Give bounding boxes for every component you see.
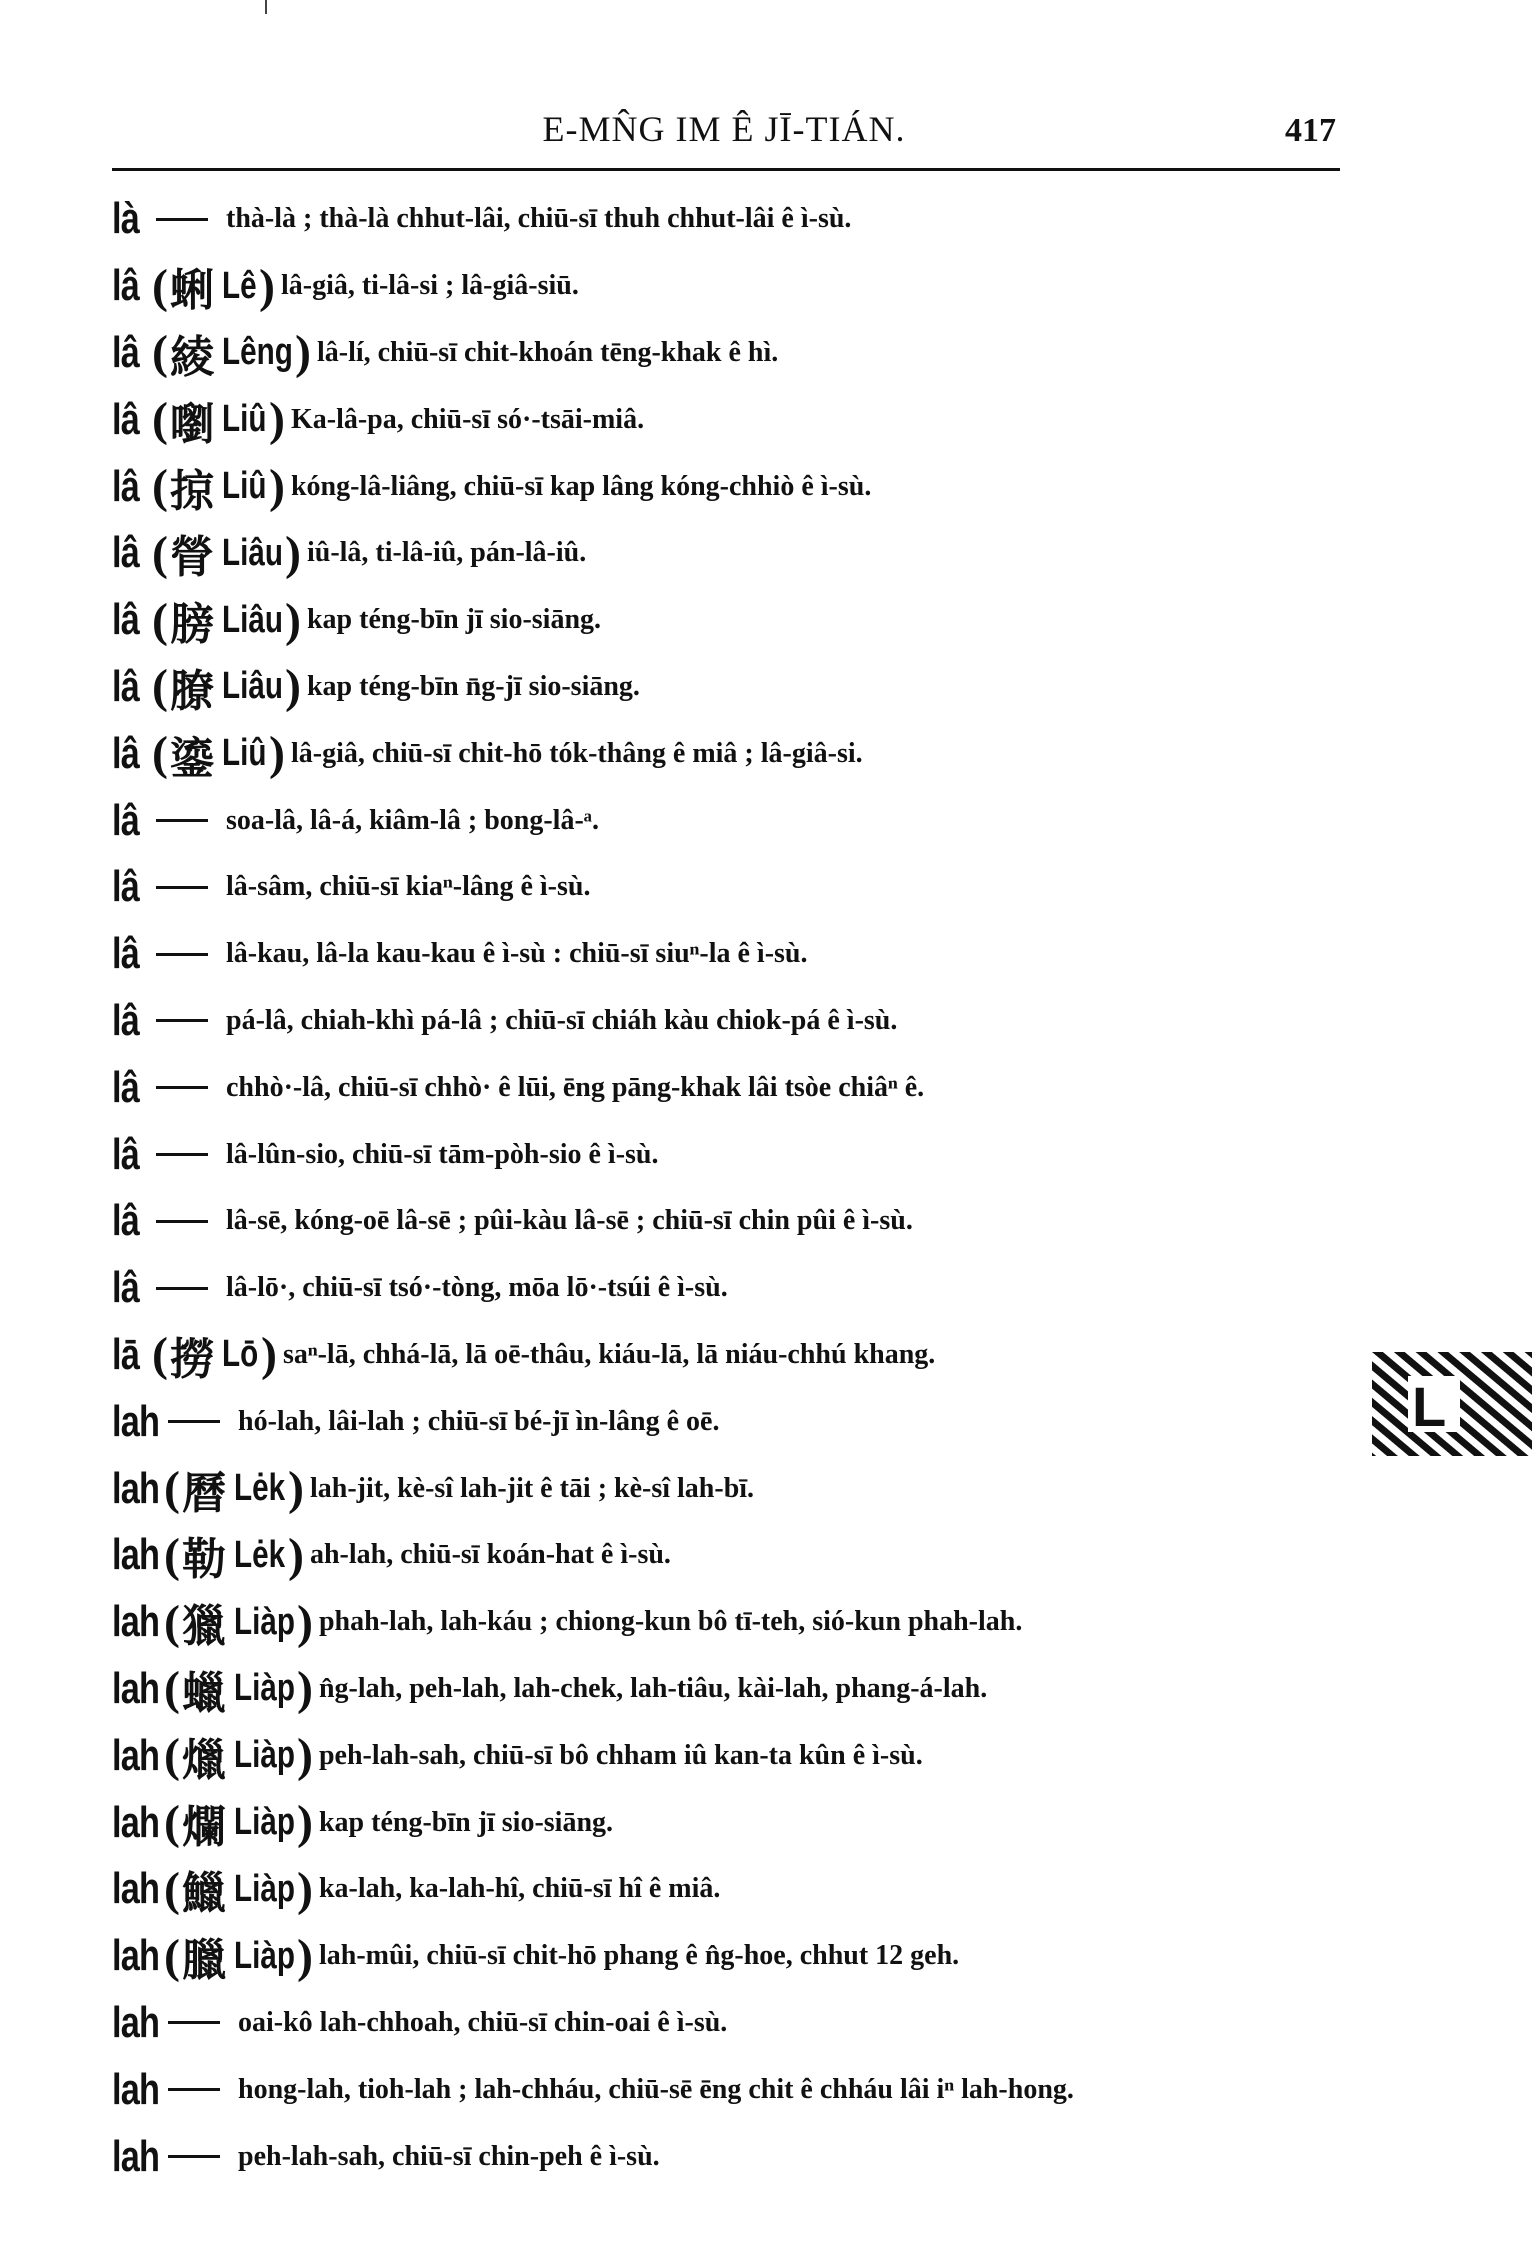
header-rule xyxy=(112,168,1340,171)
open-paren: ( xyxy=(152,326,168,380)
entry-definition: kap téng-bīn jī sio-siāng. xyxy=(318,1806,614,1838)
entry-definition: lah-jit, kè-sî lah-jit ê tāi ; kè-sî lah-bī. xyxy=(309,1472,755,1504)
entry-headword: lah xyxy=(112,2131,160,2181)
close-paren: ) xyxy=(268,393,285,447)
entry-literary-reading: Liàp xyxy=(233,1600,295,1643)
entry-dash xyxy=(156,819,208,822)
entry-chinese-character: 鱲 xyxy=(181,1869,226,1919)
entry-literary-reading: Lê xyxy=(221,264,257,307)
close-paren: ) xyxy=(294,326,311,380)
entry-chinese-character: 撈 xyxy=(169,1334,214,1384)
open-paren: ( xyxy=(152,259,168,313)
entry-definition: peh-lah-sah, chiū-sī bô chham iû kan-ta kûn ê ì-sù. xyxy=(318,1739,923,1771)
entry-headword: lâ xyxy=(112,394,140,444)
dictionary-entry xyxy=(112,1789,1352,1856)
open-paren: ( xyxy=(164,1662,180,1716)
open-paren: ( xyxy=(164,1595,180,1649)
entry-literary-reading: Liû xyxy=(221,465,267,508)
entry-chinese-character: 掠 xyxy=(169,466,214,516)
dictionary-entry xyxy=(112,1990,1352,2057)
open-paren: ( xyxy=(164,1729,180,1783)
close-paren: ) xyxy=(268,460,285,514)
dictionary-entry xyxy=(112,253,1352,320)
entry-chinese-character: 膋 xyxy=(169,533,214,583)
entry-definition: Ka-lâ-pa, chiū-sī só·-tsāi-miâ. xyxy=(290,403,645,435)
dictionary-entry xyxy=(112,1255,1352,1322)
dictionary-entry xyxy=(112,520,1352,587)
entry-definition: ah-lah, chiū-sī koán-hat ê ì-sù. xyxy=(309,1539,671,1571)
entry-literary-reading: Liâu xyxy=(221,598,283,641)
open-paren: ( xyxy=(152,526,168,580)
entry-definition: peh-lah-sah, chiū-sī chin-peh ê ì-sù. xyxy=(238,2140,660,2172)
dictionary-entry xyxy=(112,587,1352,654)
dictionary-entry xyxy=(112,654,1352,721)
entry-dash xyxy=(156,1086,208,1089)
open-paren: ( xyxy=(164,1462,180,1516)
dictionary-entry xyxy=(112,787,1352,854)
entry-headword: lâ xyxy=(112,461,140,511)
entry-definition: kóng-lâ-liâng, chiū-sī kap lâng kóng-chhiò ê ì-sù. xyxy=(290,470,872,502)
entry-chinese-character: 勒 xyxy=(181,1535,226,1585)
entry-dash xyxy=(156,1153,208,1156)
dictionary-entry xyxy=(112,921,1352,988)
entry-dash xyxy=(168,2088,220,2091)
dictionary-entry xyxy=(112,1455,1352,1522)
dictionary-entry xyxy=(112,320,1352,387)
entry-headword: lah xyxy=(112,1597,160,1647)
dictionary-entry xyxy=(112,2056,1352,2123)
entry-dash xyxy=(156,886,208,889)
entry-chinese-character: 爛 xyxy=(181,1802,226,1852)
entry-definition: pá-lâ, chiah-khì pá-lâ ; chiū-sī chiáh kàu chiok-pá ê ì-sù. xyxy=(226,1004,898,1036)
entry-headword: lâ xyxy=(112,595,140,645)
entry-definition: n̂g-lah, peh-lah, lah-chek, lah-tiâu, kài-lah, phang-á-lah. xyxy=(318,1672,988,1704)
entry-literary-reading: Liâu xyxy=(221,665,283,708)
close-paren: ) xyxy=(258,259,275,313)
entry-headword: lah xyxy=(112,1463,160,1513)
open-paren: ( xyxy=(164,1862,180,1916)
entry-dash xyxy=(156,953,208,956)
dictionary-entry xyxy=(112,854,1352,921)
entry-definition: oai-kô lah-chhoah, chiū-sī chin-oai ê ì-sù. xyxy=(238,2006,728,2038)
entry-definition: hó-lah, lâi-lah ; chiū-sī bé-jī ìn-lâng ê oē. xyxy=(238,1405,720,1437)
entry-chinese-character: 綾 xyxy=(169,332,214,382)
dictionary-entry xyxy=(112,1388,1352,1455)
entry-dash xyxy=(156,1019,208,1022)
entry-definition: lâ-lûn-sio, chiū-sī tām-pòh-sio ê ì-sù. xyxy=(226,1138,659,1170)
section-tab-marker xyxy=(1372,1352,1532,1456)
dictionary-entry xyxy=(112,2123,1352,2190)
entry-dash xyxy=(168,2155,220,2158)
entry-definition: ka-lah, ka-lah-hî, chiū-sī hî ê miâ. xyxy=(318,1873,721,1905)
dictionary-entry xyxy=(112,186,1352,253)
entry-headword: lâ xyxy=(112,661,140,711)
entry-definition: kap téng-bīn jī sio-siāng. xyxy=(306,604,602,636)
close-paren: ) xyxy=(287,1528,304,1582)
entry-headword: lâ xyxy=(112,327,140,377)
entry-headword: lah xyxy=(112,1530,160,1580)
entry-headword: lâ xyxy=(112,1129,140,1179)
entry-chinese-character: 爉 xyxy=(181,1735,226,1785)
entry-chinese-character: 蜊 xyxy=(169,266,214,316)
entry-chinese-character: 膫 xyxy=(169,666,214,716)
entry-chinese-character: 嚠 xyxy=(169,399,214,449)
entry-literary-reading: Lêng xyxy=(221,331,293,374)
entry-definition: lâ-lō·, chiū-sī tsó·-tòng, mōa lō·-tsúi ê ì-sù. xyxy=(226,1272,728,1304)
entry-dash xyxy=(156,218,208,221)
dictionary-entry xyxy=(112,1722,1352,1789)
entry-definition: saⁿ-lā, chhá-lā, lā oē-thâu, kiáu-lā, lā niáu-chhú khang. xyxy=(282,1338,936,1370)
entry-literary-reading: Liàp xyxy=(233,1934,295,1977)
entry-definition: soa-lâ, lâ-á, kiâm-lâ ; bong-lâ-ᵃ. xyxy=(226,804,599,836)
entry-headword: là xyxy=(112,194,140,244)
tab-letter: L xyxy=(1412,1375,1447,1438)
entry-literary-reading: Liàp xyxy=(233,1801,295,1844)
entry-definition: lâ-sē, kóng-oē lâ-sē ; pûi-kàu lâ-sē ; chiū-sī chin pûi ê ì-sù. xyxy=(226,1205,913,1237)
entry-literary-reading: Liû xyxy=(221,398,267,441)
open-paren: ( xyxy=(152,1328,168,1382)
open-paren: ( xyxy=(152,593,168,647)
scan-artifact-mark xyxy=(265,0,267,14)
entry-dash xyxy=(156,1287,208,1290)
entry-headword: lah xyxy=(112,1663,160,1713)
entry-literary-reading: Lėk xyxy=(233,1533,286,1576)
entry-literary-reading: Liàp xyxy=(233,1734,295,1777)
entry-headword: lâ xyxy=(112,728,140,778)
entry-definition: lâ-lí, chiū-sī chit-khoán tēng-khak ê hì. xyxy=(316,336,779,368)
entry-definition: lâ-giâ, chiū-sī chit-hō tók-thâng ê miâ ; lâ-giâ-si. xyxy=(290,737,863,769)
entry-headword: lâ xyxy=(112,995,140,1045)
dictionary-entry xyxy=(112,1188,1352,1255)
open-paren: ( xyxy=(164,1796,180,1850)
entry-chinese-character: 臘 xyxy=(181,1936,226,1986)
close-paren: ) xyxy=(296,1662,313,1716)
entry-definition: phah-lah, lah-káu ; chiong-kun bô tī-teh, sió-kun phah-lah. xyxy=(318,1606,1023,1638)
open-paren: ( xyxy=(152,727,168,781)
dictionary-entry xyxy=(112,453,1352,520)
entry-headword: lah xyxy=(112,1396,160,1446)
entry-dash xyxy=(168,2021,220,2024)
entry-headword: lah xyxy=(112,2064,160,2114)
dictionary-entry xyxy=(112,1923,1352,1990)
entry-definition: lâ-giâ, ti-lâ-si ; lâ-giâ-siū. xyxy=(280,270,579,302)
entry-literary-reading: Liàp xyxy=(233,1667,295,1710)
entry-headword: lah xyxy=(112,1797,160,1847)
dictionary-entry xyxy=(112,1054,1352,1121)
entry-definition: lâ-sâm, chiū-sī kiaⁿ-lâng ê ì-sù. xyxy=(226,871,591,903)
entry-definition: iû-lâ, ti-lâ-iû, pán-lâ-iû. xyxy=(306,537,587,569)
entry-headword: lâ xyxy=(112,261,140,311)
entry-literary-reading: Lō xyxy=(221,1333,259,1376)
entry-definition: lâ-kau, lâ-la kau-kau ê ì-sù : chiū-sī siuⁿ-la ê ì-sù. xyxy=(226,938,808,970)
entry-chinese-character: 蠟 xyxy=(181,1668,226,1718)
entry-headword: lah xyxy=(112,1730,160,1780)
close-paren: ) xyxy=(287,1462,304,1516)
open-paren: ( xyxy=(164,1929,180,1983)
open-paren: ( xyxy=(152,393,168,447)
open-paren: ( xyxy=(152,460,168,514)
entry-chinese-character: 鎏 xyxy=(169,733,214,783)
open-paren: ( xyxy=(164,1528,180,1582)
dictionary-entry xyxy=(112,1522,1352,1589)
page-title: E-MN̂G IM Ê JĪ-TIÁN. xyxy=(542,109,906,149)
close-paren: ) xyxy=(296,1595,313,1649)
entry-chinese-character: 膀 xyxy=(169,600,214,650)
dictionary-entry xyxy=(112,1856,1352,1923)
entry-literary-reading: Liàp xyxy=(233,1867,295,1910)
entry-dash xyxy=(168,1420,220,1423)
entry-headword: lâ xyxy=(112,1196,140,1246)
dictionary-entry xyxy=(112,1322,1352,1389)
entry-headword: lâ xyxy=(112,862,140,912)
entry-headword: lah xyxy=(112,1997,160,2047)
dictionary-entry xyxy=(112,988,1352,1055)
entry-definition: lah-mûi, chiū-sī chit-hō phang ê n̂g-hoe, chhut 12 geh. xyxy=(318,1940,960,1972)
close-paren: ) xyxy=(268,727,285,781)
close-paren: ) xyxy=(284,526,301,580)
entry-literary-reading: Liû xyxy=(221,732,267,775)
open-paren: ( xyxy=(152,660,168,714)
entry-chinese-character: 曆 xyxy=(181,1468,226,1518)
close-paren: ) xyxy=(296,1862,313,1916)
entry-chinese-character: 獵 xyxy=(181,1602,226,1652)
entry-headword: lâ xyxy=(112,1263,140,1313)
entry-headword: lâ xyxy=(112,929,140,979)
close-paren: ) xyxy=(296,1929,313,1983)
close-paren: ) xyxy=(296,1729,313,1783)
entry-definition: hong-lah, tioh-lah ; lah-chháu, chiū-sē ēng chit ê chháu lâi iⁿ lah-hong. xyxy=(238,2073,1074,2105)
close-paren: ) xyxy=(284,660,301,714)
dictionary-entry xyxy=(112,386,1352,453)
page-number: 417 xyxy=(1285,112,1336,149)
close-paren: ) xyxy=(260,1328,277,1382)
entry-definition: thà-là ; thà-là chhut-lâi, chiū-sī thuh chhut-lâi ê ì-sù. xyxy=(226,203,852,235)
entry-headword: lah xyxy=(112,1931,160,1981)
entry-headword: lâ xyxy=(112,795,140,845)
entry-headword: lā xyxy=(112,1329,140,1379)
entry-headword: lâ xyxy=(112,528,140,578)
close-paren: ) xyxy=(296,1796,313,1850)
close-paren: ) xyxy=(284,593,301,647)
page-header xyxy=(112,108,1336,168)
dictionary-entry xyxy=(112,1589,1352,1656)
entry-literary-reading: Lėk xyxy=(233,1467,286,1510)
dictionary-entry xyxy=(112,1121,1352,1188)
entry-headword: lâ xyxy=(112,1062,140,1112)
dictionary-entry xyxy=(112,1656,1352,1723)
entry-headword: lah xyxy=(112,1864,160,1914)
dictionary-entries xyxy=(112,186,1352,2190)
entry-dash xyxy=(156,1220,208,1223)
entry-definition: chhò·-lâ, chiū-sī chhò· ê lūi, ēng pāng-khak lâi tsòe chiâⁿ ê. xyxy=(226,1071,925,1103)
entry-literary-reading: Liâu xyxy=(221,531,283,574)
dictionary-entry xyxy=(112,720,1352,787)
entry-definition: kap téng-bīn n̄g-jī sio-siāng. xyxy=(306,670,640,702)
